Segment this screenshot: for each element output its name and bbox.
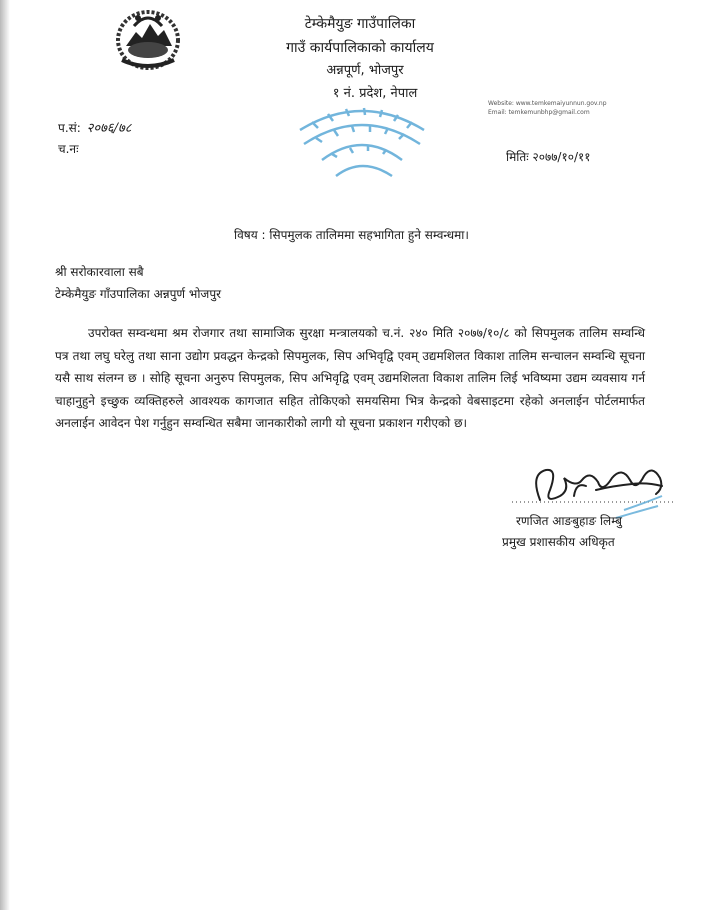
dispatch-number-label: च.नः bbox=[58, 142, 79, 156]
office-location: अन्नपूर्ण, भोजपुर bbox=[326, 63, 404, 78]
addressee-line-2: टेम्केमैयुङ गाँउपालिका अन्नपुर्ण भोजपुर bbox=[55, 287, 222, 301]
municipality-name: टेम्केमैयुङ गाउँपालिका bbox=[304, 16, 416, 32]
scan-edge-shadow bbox=[0, 0, 10, 910]
email-text: Email: temkemunbhp@gmail.com bbox=[488, 109, 590, 116]
website-text: Website: www.temkemaiyunnun.gov.np bbox=[488, 100, 607, 107]
office-stamp-icon bbox=[292, 100, 430, 188]
letter-date: मितिः २०७७/१०/११ bbox=[506, 150, 591, 164]
nepal-emblem-icon bbox=[112, 6, 184, 72]
signer-name: रणजित आङबुहाङ लिम्बु bbox=[516, 514, 622, 528]
office-province: १ नं. प्रदेश, नेपाल bbox=[332, 86, 418, 101]
letter-subject: विषय : सिपमुलक तालिममा सहभागिता हुने सम्वन्धमा। bbox=[234, 228, 469, 242]
office-name: गाउँ कार्यपालिकाको कार्यालय bbox=[286, 40, 434, 56]
letter-number bbox=[58, 118, 132, 136]
addressee-line-1: श्री सरोकारवाला सबै bbox=[55, 265, 144, 279]
signer-title: प्रमुख प्रशासकीय अधिकृत bbox=[502, 535, 615, 549]
letter-body: उपरोक्त सम्वन्धमा श्रम रोजगार तथा सामाजिक सुरक्षा मन्त्रालयको च.नं. २४० मिति २०७७/१०/८ को सिपमुलक तालिम सम्वन्धि पत्र तथा लघु घरेलु तथा साना उद्योग प्रवद्धन केन्द्रको सिपमुलक, सिप अभिवृद्वि एवम् उद्यमशिलत विकाश तालिम सन्चालन सम्वन्धि सूचना यसै साथ संलग्न छ । सोहि सूचना अनुरुप सिपमुलक, सिप अभिवृद्वि एवम् उद्यमशिलता विकाश तालिम लिई भविष्यमा उद्यम व्यवसाय गर्न चाहानुहुने इच्छुक व्यक्तिहरुले आवश्यक कागजात सहित तोकिएको समयसिमा भित्र केन्द्रको वेबसाइटमा रहेको अनलाईन पोर्टलमार्फत अनलाईन आवेदन पेश गर्नुहुन सम्वन्धित सबैमा जानकारीको लागी यो सूचना प्रकाशन गरीएको छ। bbox=[55, 326, 645, 431]
contact-block bbox=[488, 99, 607, 117]
letter-number-value: २०७६/७८ bbox=[86, 121, 132, 136]
letter-number-label: प.सं: bbox=[58, 121, 81, 135]
